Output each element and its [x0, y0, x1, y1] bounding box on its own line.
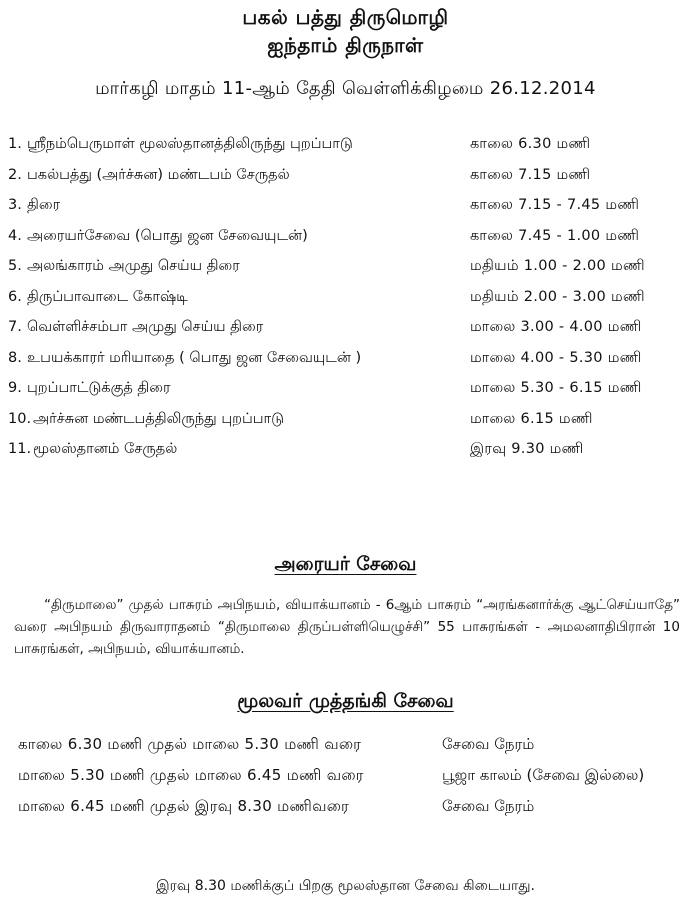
moolavar-heading — [0, 690, 691, 715]
schedule-row — [0, 319, 691, 350]
row-event: உபயக்காரர் மரியாதை ( பொது ஜன சேவையுடன் ) — [27, 349, 362, 366]
row-number: 8. — [8, 349, 22, 366]
schedule-row — [0, 289, 691, 320]
row-event: வெள்ளிச்சம்பா அமுது செய்ய திரை — [27, 319, 264, 335]
araiyar-sevai-paragraph: “திருமாலை” முதல் பாசுரம் அபிநயம், வியாக்யானம் - 6ஆம் பாசுரம் “அரங்கனார்க்கு ஆட்செய்யாதே” வரை அபிநயம் திருவாராதனம் “திருமாலை திருப்பள்ளியெழுச்சி” 55 பாசுரங்கள் - அமலனாதிபிரான் 10 பாசுரங்கள், அபிநயம், வியாக்யானம். — [14, 597, 680, 657]
timing-row — [0, 735, 691, 766]
row-event: அலங்காரம் அமுது செய்ய திரை — [27, 258, 240, 274]
row-event: அரையர்சேவை (பொது ஜன சேவையுடன்) — [27, 227, 308, 244]
row-number: 5. — [8, 258, 22, 274]
row-time: இரவு 9.30 மணி — [470, 441, 584, 457]
row-time: காலை 7.15 - 7.45 மணி — [470, 197, 640, 213]
row-time: மாலை 5.30 - 6.15 மணி — [470, 380, 642, 396]
timing-label: பூஜா காலம் (சேவை இல்லை) — [442, 766, 645, 784]
timing-label: சேவை நேரம் — [442, 797, 535, 815]
timing-span: மாலை 5.30 மணி முதல் மாலை 6.45 மணி வரை — [18, 766, 364, 784]
row-event: திரை — [27, 197, 61, 213]
timing-span: மாலை 6.45 மணி முதல் இரவு 8.30 மணிவரை — [18, 797, 349, 815]
schedule-row — [0, 411, 691, 442]
row-number: 7. — [8, 319, 22, 335]
schedule-row — [0, 258, 691, 289]
schedule-row — [0, 228, 691, 259]
row-time: காலை 7.45 - 1.00 மணி — [470, 227, 640, 244]
schedule-row — [0, 350, 691, 381]
schedule-row — [0, 136, 691, 167]
araiyar-sevai-heading-text: அரையர் சேவை — [274, 553, 417, 575]
row-event: அர்ச்சுன மண்டபத்திலிருந்து புறப்பாடு — [33, 410, 285, 427]
schedule-row — [0, 167, 691, 198]
row-number: 4. — [8, 227, 22, 244]
row-time: மதியம் 2.00 - 3.00 மணி — [470, 288, 645, 305]
row-number: 10. — [8, 410, 32, 427]
row-event: புறப்பாட்டுக்குத் திரை — [27, 380, 171, 396]
row-number: 6. — [8, 288, 22, 305]
row-time: காலை 7.15 மணி — [470, 166, 591, 183]
document-subtitle: ஐந்தாம் திருநாள் — [267, 33, 424, 57]
row-time: மாலை 3.00 - 4.00 மணி — [470, 319, 642, 335]
araiyar-sevai-heading — [0, 553, 691, 578]
row-number: 11. — [8, 441, 32, 457]
moolavar-timings — [0, 735, 691, 828]
schedule-row — [0, 380, 691, 411]
schedule-list — [0, 136, 691, 472]
schedule-row — [0, 441, 691, 472]
row-event: ஸ்ரீநம்பெருமாள் மூலஸ்தானத்திலிருந்து புறப்பாடு — [27, 136, 353, 152]
row-event: பகல்பத்து (அர்ச்சுன) மண்டபம் சேருதல் — [27, 166, 290, 183]
row-time: மதியம் 1.00 - 2.00 மணி — [470, 258, 645, 274]
timing-label: சேவை நேரம் — [442, 735, 535, 753]
row-time: மாலை 4.00 - 5.30 மணி — [470, 349, 642, 366]
row-number: 3. — [8, 197, 22, 213]
row-event: திருப்பாவாடை கோஷ்டி — [27, 288, 188, 305]
moolavar-heading-text: மூலவர் முத்தங்கி சேவை — [237, 690, 454, 712]
row-time: மாலை 6.15 மணி — [470, 410, 593, 427]
document-title: பகல் பத்து திருமொழி — [242, 5, 449, 29]
row-number: 1. — [8, 136, 22, 152]
timing-row — [0, 766, 691, 797]
row-number: 9. — [8, 380, 22, 396]
schedule-row — [0, 197, 691, 228]
row-event: மூலஸ்தானம் சேருதல் — [33, 441, 178, 457]
timing-span: காலை 6.30 மணி முதல் மாலை 5.30 மணி வரை — [18, 735, 362, 753]
footer-note: இரவு 8.30 மணிக்குப் பிறகு மூலஸ்தான சேவை கிடையாது. — [156, 878, 535, 894]
date-line: மார்கழி மாதம் 11-ஆம் தேதி வெள்ளிக்கிழமை 26.12.2014 — [95, 78, 596, 99]
timing-row — [0, 797, 691, 828]
row-time: காலை 6.30 மணி — [470, 136, 591, 152]
row-number: 2. — [8, 166, 22, 183]
